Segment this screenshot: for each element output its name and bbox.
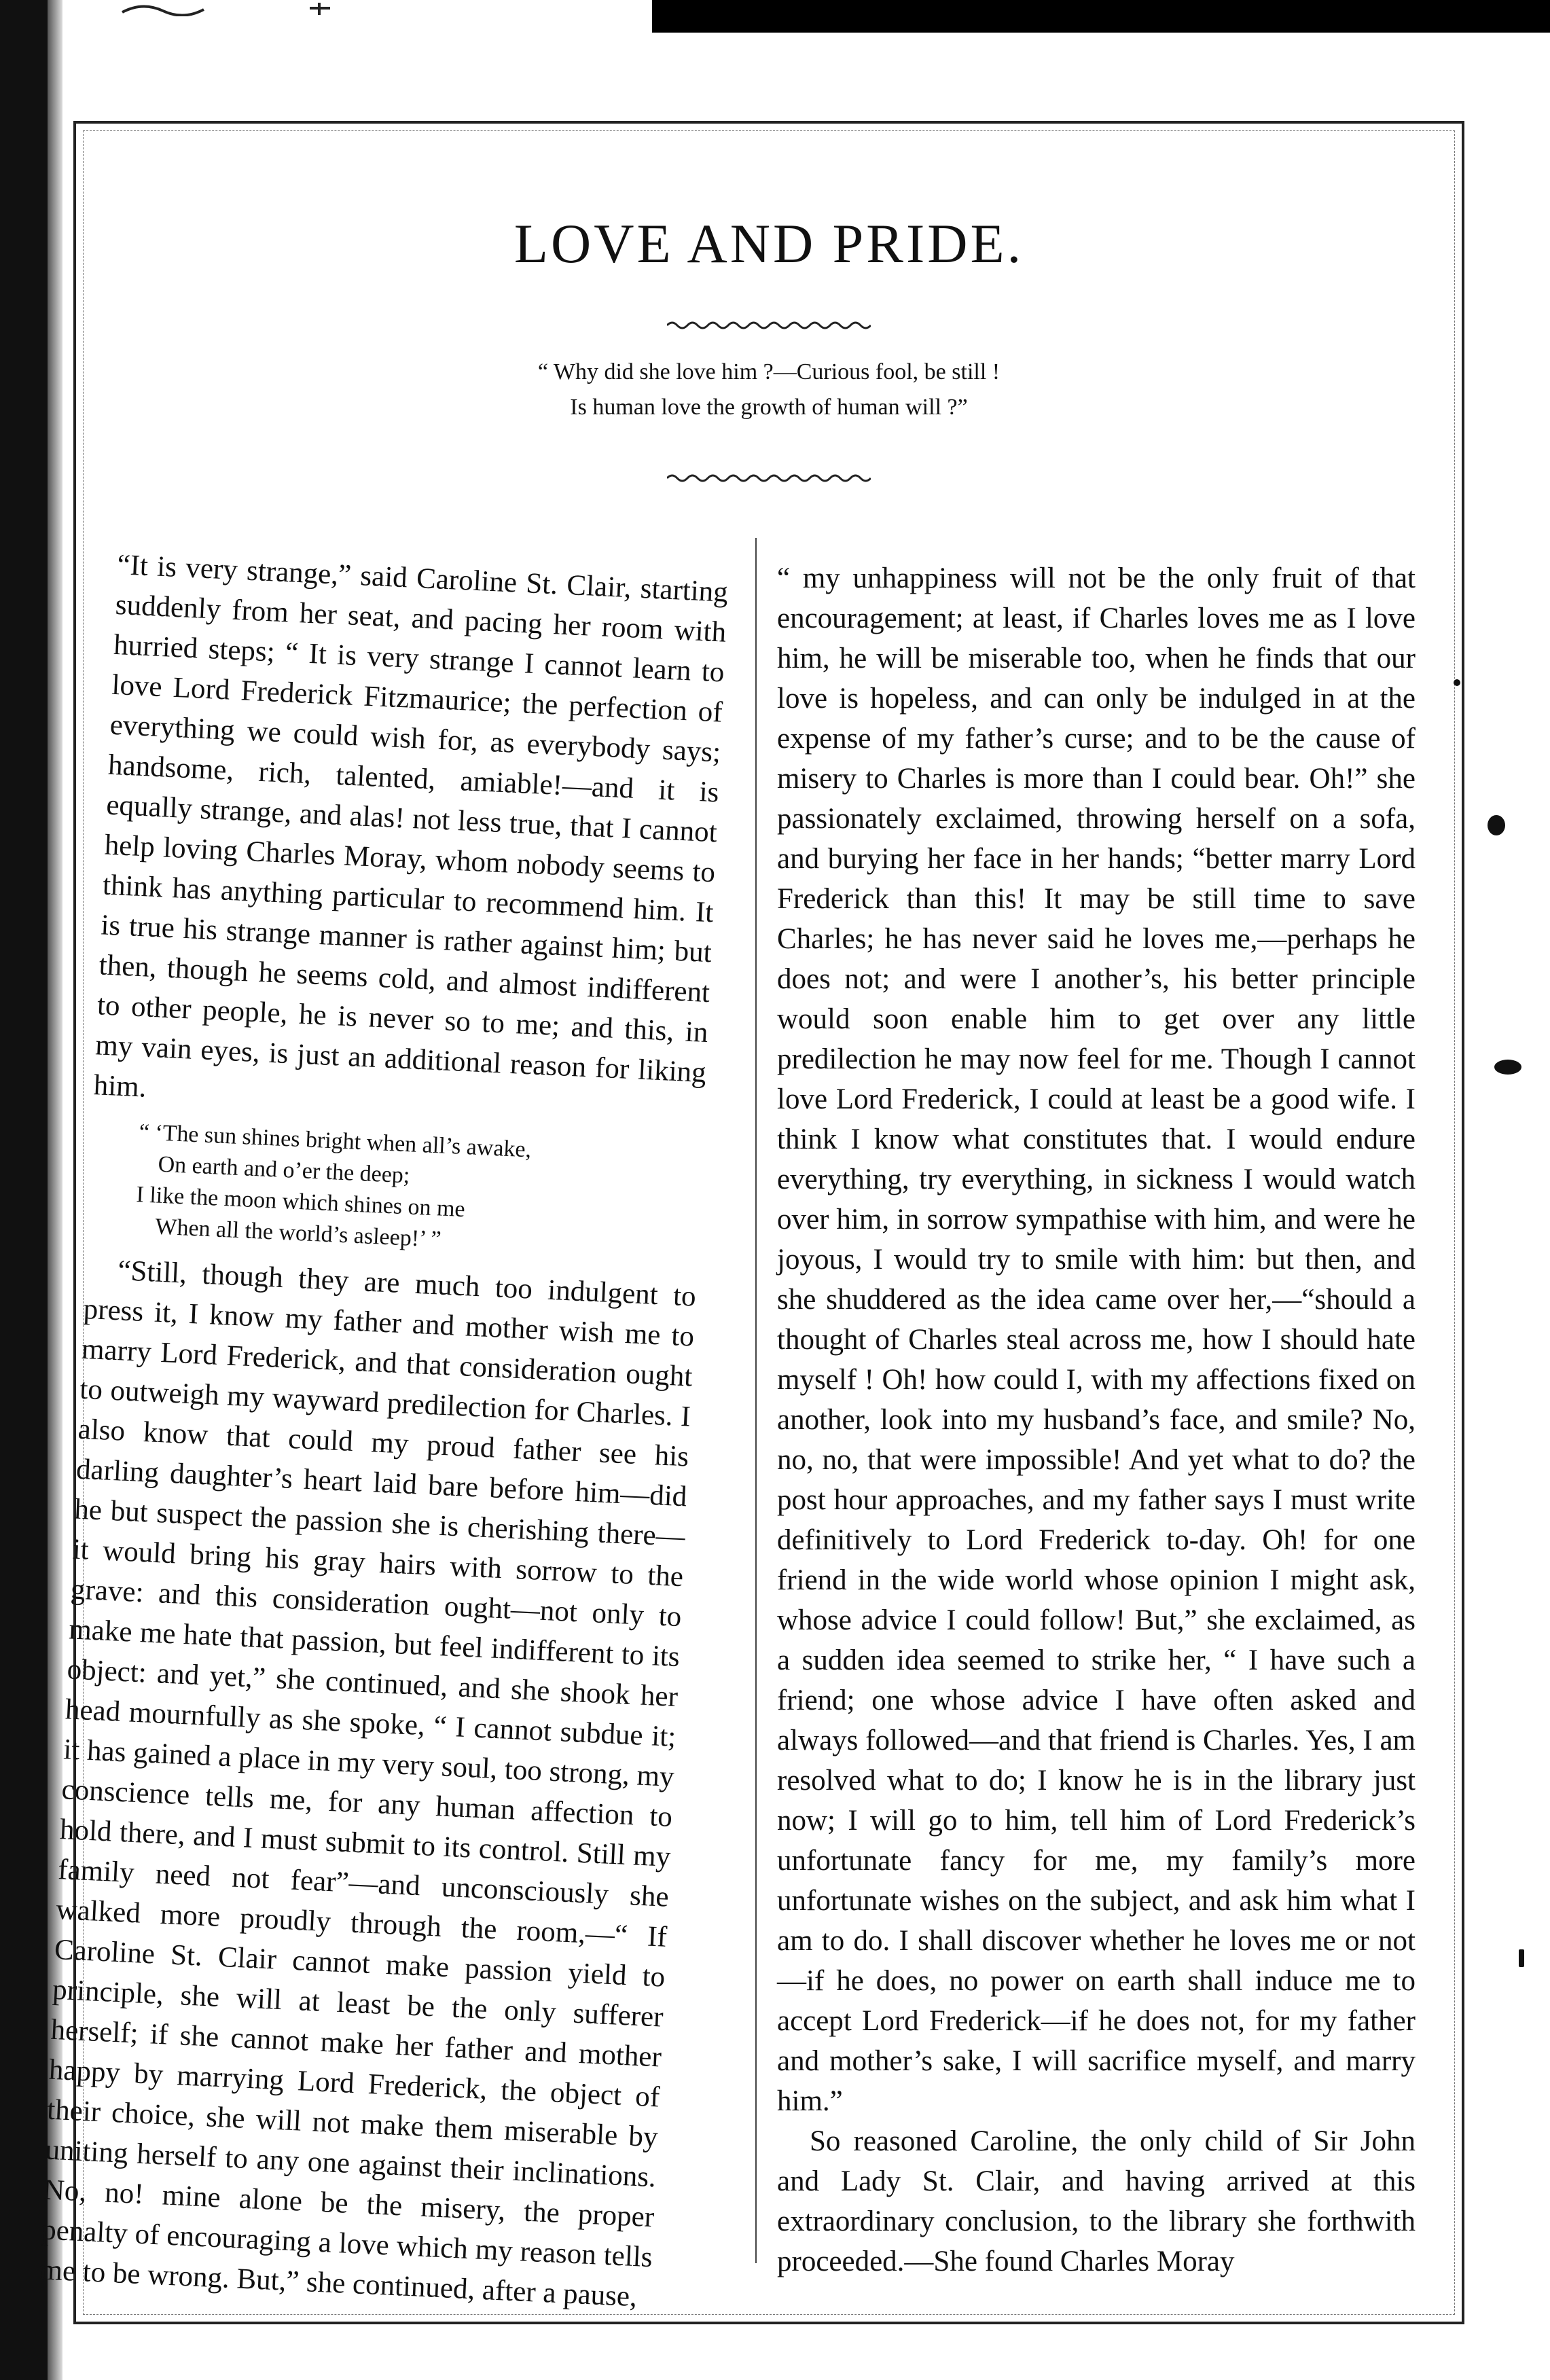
- epigraph-line-1: “ Why did she love him ?—Curious fool, be still !: [537, 359, 1001, 384]
- handwritten-mark: [115, 0, 496, 16]
- paragraph: “Still, though they are much too indulgent to press it, I know my father and mother wish me to marry Lord Frederick, and that consideration ought to outweigh my wayward predilection for Charles. I also know that could my proud father see his darling daughter’s heart laid bare before him—did he but suspect the passion she is cherishing there—it would bring his gray hairs with sorrow to the grave: and this consideration ought—not only to make me hate that passion, but feel indifferent to its object: and yet,” she continued, and she shook her head mournfully as she spoke, “ I cannot subdue it; it has gained a place in my very soul, too strong, my conscience tells me, for any human affection to hold there, and I must submit to its control. Still my family need not fear”—and unconsciously she walked more proudly through the room,—“ If Caroline St. Clair cannot make passion yield to principle, she will at least be the only sufferer herself; if she cannot make her father and mother happy by marrying Lord Frederick, the object of their choice, she will not make them miserable by uniting herself to any one against their inclinations. No, no! mine alone be the misery, the proper penalty of encouraging a love which my reason tells me to be wrong. But,” she continued, after a pause,: [39, 1255, 697, 2313]
- column-divider: [755, 538, 757, 2263]
- right-column: [777, 558, 1416, 2282]
- verse-line: I like the moon which shines on me: [135, 1182, 466, 1223]
- verse-line: On earth and o’er the deep;: [157, 1151, 411, 1189]
- epigraph-line-2: Is human love the growth of human will ?”: [570, 395, 968, 420]
- verse-line: When all the world’s asleep!’ ”: [154, 1214, 442, 1252]
- epigraph: [280, 355, 1258, 425]
- epigraph-ornament: [667, 470, 871, 486]
- paragraph: “ my unhappiness will not be the only fruit of that encouragement; at least, if Charles loves me as I love him, he will be miserable too, when he finds that our love is hopeless, and can only be indulged in at the expense of my father’s curse; and to be the cause of misery to Charles is more than I could bear. Oh!” she passionately exclaimed, throwing herself on a sofa, and burying her face in her hands; “better marry Lord Frederick than this! It may be still time to save Charles; he has never said he loves me,—perhaps he does not; and were I another’s, his better principle would soon enable him to get over any little predilection he may now feel for me. Though I cannot love Lord Frederick, I could at least be a good wife. I think I know what constitutes that. I would endure everything, try everything, in sickness I would watch over him, in sorrow sympathise with him, and were he joyous, I would try to smile with him: but then, and she shuddered as the idea came over her,—“should a thought of Charles steal across me, how I should hate myself ! Oh! how could I, with my affections fixed on another, look into my husband’s face, and smile? No, no, no, that were impossible! And yet what to do? the post hour approaches, and my father says I must write definitively to Lord Frederick to-day. Oh! for one friend in the wide world whose opinion I might ask, whose advice I could follow! But,” she exclaimed, as a sudden idea seemed to strike her, “ I have such a friend; one whose advice I have often asked and always followed—and that friend is Charles. Yes, I am resolved what to do; I know he is in the library just now; I will go to him, tell him of Lord Frederick’s unfortunate fancy for me, my family’s more unfortunate wishes on the subject, and ask him what I am to do. I shall discover whether he loves me or not—if he does, no power on earth shall induce me to accept Lord Frederick—if he does not, for my father and mother’s sake, I will sacrifice myself, and marry him.”: [777, 562, 1416, 2117]
- paragraph: So reasoned Caroline, the only child of Sir John and Lady St. Clair, and having arrived at this extraordinary conclusion, to the library she forthwith proceeded.—She found Charles Moray: [777, 2125, 1416, 2277]
- article-title: LOVE AND PRIDE.: [513, 213, 1024, 274]
- ink-speck: [1519, 1949, 1524, 1967]
- paragraph: “It is very strange,” said Caroline St. Clair, starting suddenly from her seat, and pacing her room with hurried steps; “ It is very strange I cannot learn to love Lord Frederick Fitzmaurice; the perfection of everything we could wish for, as everybody says; handsome, rich, talented, amiable!—and it is equally strange, and alas! not less true, that I cannot help loving Charles Moray, whom nobody seems to think has anything particular to recommend him. It is true his strange manner is rather against him; but then, though he seems cold, and almost indifferent to other people, he is never so to me; and this, in my vain eyes, is just an additional reason for liking him.: [92, 548, 729, 1104]
- verse-quote: [134, 1117, 702, 1267]
- scan-page-edge: [0, 0, 48, 2380]
- ink-blot: [1494, 1060, 1521, 1075]
- verse-line: “ ‘The sun shines bright when all’s awake,: [138, 1119, 532, 1163]
- ink-speck: [1454, 679, 1460, 686]
- ornamental-border: [39, 121, 1464, 2324]
- scan-top-bar: [652, 0, 1550, 33]
- title-ornament: [667, 317, 871, 333]
- left-column: [39, 545, 729, 2318]
- ink-blot: [1488, 815, 1505, 835]
